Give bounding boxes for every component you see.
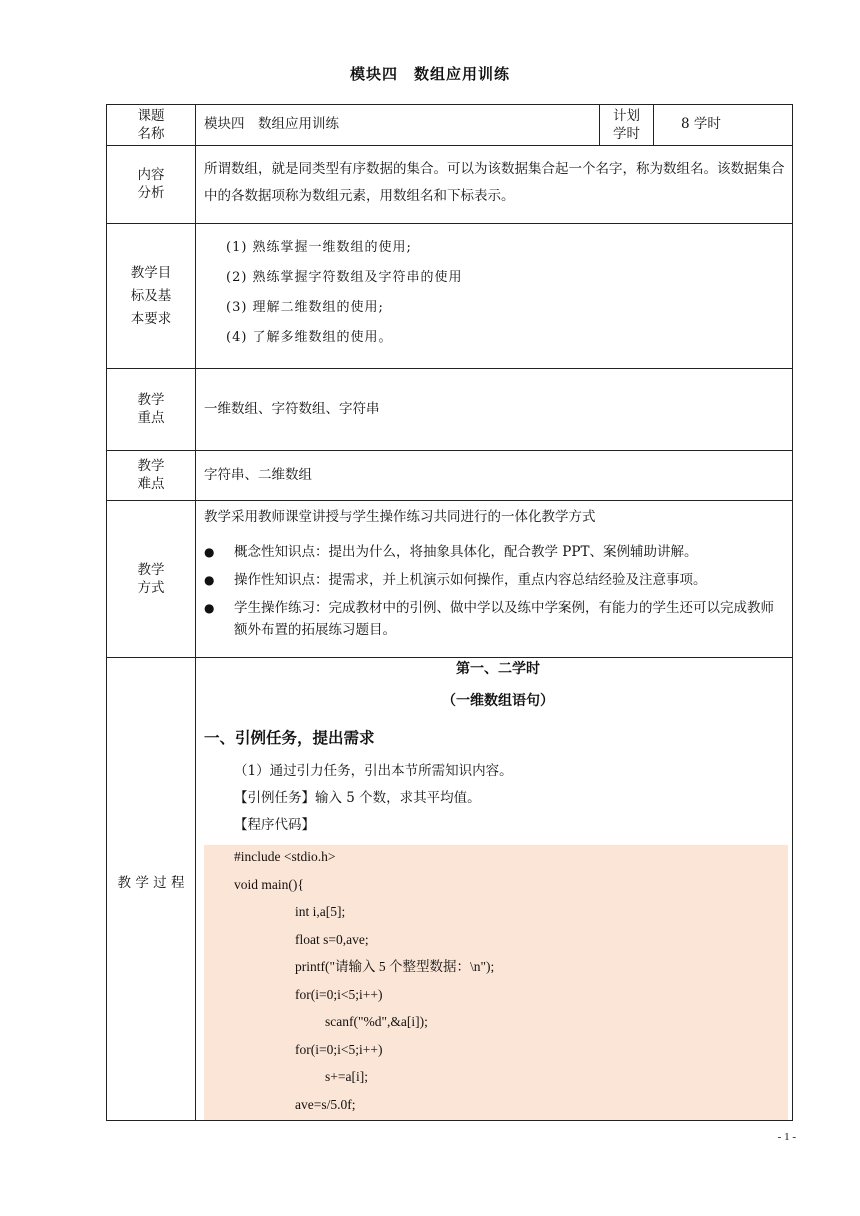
objectives-list	[196, 224, 792, 358]
code-line: ave=s/5.0f;	[295, 1096, 356, 1112]
process-label-char: 程	[170, 875, 185, 891]
process-label-cell	[107, 658, 196, 1121]
section-heading: 一、引例任务，提出需求	[204, 729, 375, 747]
code-line: printf("请输入 5 个整型数据：\n");	[295, 959, 495, 974]
objectives-cell	[196, 224, 793, 369]
objective-item: (4) 了解多维数组的使用。	[226, 330, 393, 345]
row-method	[107, 501, 793, 658]
lesson-title: 第一、二学时	[456, 661, 540, 677]
intro-paragraph: （1）通过引力任务，引出本节所需知识内容。	[234, 763, 513, 779]
key-points-label-cell	[107, 369, 196, 451]
page-title: 模块四 数组应用训练	[349, 65, 510, 83]
difficulties-text: 字符串、二维数组	[196, 451, 793, 501]
method-label: 教学 方式	[137, 561, 165, 596]
topic-label: 课题 名称	[137, 107, 165, 142]
key-points-label: 教学 重点	[137, 392, 165, 427]
page-number: - 1 -	[777, 1131, 796, 1143]
topic-value: 模块四 数组应用训练	[196, 105, 600, 146]
plan-hours-value: 8 学时	[654, 105, 793, 146]
lesson-subtitle: （一维数组语句）	[442, 693, 554, 709]
code-line: for(i=0;i<5;i++)	[295, 986, 383, 1002]
code-label: 【程序代码】	[234, 817, 315, 833]
difficulties-label: 教学 难点	[137, 458, 165, 493]
method-intro: 教学采用教师课堂讲授与学生操作练习共同进行的一体化教学方式	[204, 509, 596, 525]
code-line: void main(){	[234, 876, 304, 892]
objective-item: (2) 熟练掌握字符数组及字符串的使用	[226, 270, 463, 285]
method-cell	[196, 501, 793, 658]
row-process	[107, 658, 793, 1121]
bullet-icon: ●	[204, 573, 215, 587]
code-line: int i,a[5];	[295, 904, 346, 919]
code-line: s+=a[i];	[325, 1069, 368, 1084]
method-bullet	[204, 569, 786, 591]
plan-hours-label-cell	[600, 105, 654, 146]
lesson-plan-table	[106, 104, 793, 1121]
method-bullet	[204, 597, 786, 641]
process-label-char: 学	[135, 875, 149, 891]
code-block	[204, 845, 788, 1120]
method-label-cell	[107, 501, 196, 658]
row-difficulties	[107, 451, 793, 501]
content-label: 内容 分析	[137, 167, 165, 202]
process-cell	[196, 658, 793, 1121]
process-label-char: 过	[153, 875, 167, 891]
content-label-cell	[107, 146, 196, 224]
key-points-text: 一维数组、字符数组、字符串	[196, 369, 793, 451]
objective-item: (3) 理解二维数组的使用;	[226, 300, 384, 315]
task-paragraph: 【引例任务】输入 5 个数，求其平均值。	[234, 790, 481, 806]
content-text: 所谓数组，就是同类型有序数据的集合。可以为该数据集合起一个名字，称为数组名。该数据集合中的各数据项称为数组元素，用数组名和下标表示。	[196, 146, 793, 224]
code-line: scanf("%d",&a[i]);	[325, 1014, 428, 1029]
plan-hours-label: 计划 学时	[613, 107, 640, 142]
code-line: float s=0,ave;	[295, 931, 369, 947]
code-line: #include <stdio.h>	[234, 849, 336, 864]
difficulties-label-cell	[107, 451, 196, 501]
method-bullet-text: 操作性知识点：提需求，并上机演示如何操作，重点内容总结经验及注意事项。	[234, 572, 707, 588]
objective-item: (1) 熟练掌握一维数组的使用;	[226, 240, 412, 255]
code-line: for(i=0;i<5;i++)	[295, 1041, 383, 1057]
row-objectives	[107, 224, 793, 369]
objectives-label-cell	[107, 224, 196, 369]
objectives-label: 教学目 标及基 本要求	[130, 264, 172, 327]
row-content	[107, 146, 793, 224]
row-key-points	[107, 369, 793, 451]
topic-label-cell	[107, 105, 196, 146]
bullet-icon: ●	[204, 545, 215, 559]
row-topic	[107, 105, 793, 146]
bullet-icon: ●	[204, 601, 215, 615]
process-label-char: 教	[117, 875, 132, 891]
method-bullet-text: 学生操作练习：完成教材中的引例、做中学以及练中学案例，有能力的学生还可以完成教师额外布置的拓展练习题目。	[234, 600, 774, 638]
method-bullet	[204, 541, 786, 563]
method-bullet-text: 概念性知识点：提出为什么，将抽象具体化，配合教学 PPT、案例辅助讲解。	[234, 544, 698, 560]
